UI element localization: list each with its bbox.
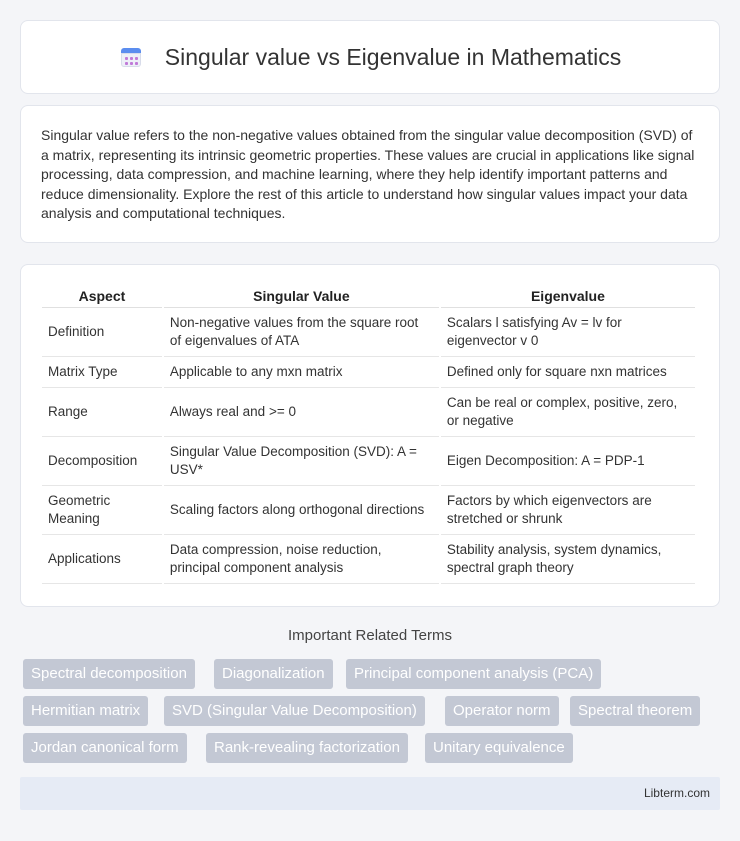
table-header-row <box>42 285 695 308</box>
tag-rank-revealing-factorization[interactable]: Rank-revealing factorization <box>206 733 408 763</box>
cell-singular-value: Always real and >= 0 <box>164 388 439 437</box>
cell-singular-value: Applicable to any mxn matrix <box>164 357 439 388</box>
tag-operator-norm[interactable]: Operator norm <box>445 696 559 726</box>
header-singular-value: Singular Value <box>164 285 439 308</box>
tag-spectral-theorem[interactable]: Spectral theorem <box>570 696 700 726</box>
cell-aspect: Decomposition <box>42 437 162 486</box>
title-card <box>20 20 720 94</box>
tag-hermitian-matrix[interactable]: Hermitian matrix <box>23 696 148 726</box>
table-row <box>42 308 695 357</box>
cell-aspect: Applications <box>42 535 162 584</box>
page-title: Singular value vs Eigenvalue in Mathematics <box>164 43 622 70</box>
footer-site-link[interactable]: Libterm.com <box>643 786 710 800</box>
cell-aspect: Definition <box>42 308 162 357</box>
footer <box>20 777 720 810</box>
table-row <box>42 486 695 535</box>
tag-pca[interactable]: Principal component analysis (PCA) <box>346 659 601 689</box>
intro-card <box>20 105 720 243</box>
tag-spectral-decomposition[interactable]: Spectral decomposition <box>23 659 195 689</box>
intro-paragraph: Singular value refers to the non-negative values obtained from the singular value decomposition (SVD) of a matrix, representing its intrinsic geometric properties. These values are crucial in applications like signal processing, data compression, and machine learning, where they help identify important patterns and reduce dimensionality. Explore the rest of this article to understand how singular values impact your data analysis and computational techniques. <box>41 127 695 221</box>
related-terms-title: Important Related Terms <box>288 627 452 644</box>
cell-eigenvalue: Defined only for square nxn matrices <box>441 357 695 388</box>
cell-eigenvalue: Can be real or complex, positive, zero, or negative <box>441 388 695 437</box>
comparison-table <box>40 285 697 584</box>
calendar-icon <box>119 45 143 69</box>
cell-eigenvalue: Scalars l satisfying Av = lv for eigenvector v 0 <box>441 308 695 357</box>
cell-aspect: Range <box>42 388 162 437</box>
tag-unitary-equivalence[interactable]: Unitary equivalence <box>425 733 573 763</box>
cell-aspect: Geometric Meaning <box>42 486 162 535</box>
comparison-table-card <box>20 264 720 607</box>
cell-singular-value: Scaling factors along orthogonal directions <box>164 486 439 535</box>
cell-eigenvalue: Stability analysis, system dynamics, spectral graph theory <box>441 535 695 584</box>
cell-aspect: Matrix Type <box>42 357 162 388</box>
cell-eigenvalue: Eigen Decomposition: A = PDP-1 <box>441 437 695 486</box>
cell-singular-value: Non-negative values from the square root of eigenvalues of ATA <box>164 308 439 357</box>
cell-eigenvalue: Factors by which eigenvectors are stretched or shrunk <box>441 486 695 535</box>
table-row <box>42 535 695 584</box>
table-row <box>42 357 695 388</box>
tag-svd[interactable]: SVD (Singular Value Decomposition) <box>164 696 425 726</box>
cell-singular-value: Data compression, noise reduction, principal component analysis <box>164 535 439 584</box>
header-eigenvalue: Eigenvalue <box>441 285 695 308</box>
tag-diagonalization[interactable]: Diagonalization <box>214 659 333 689</box>
table-row <box>42 388 695 437</box>
table-row <box>42 437 695 486</box>
tag-jordan-canonical-form[interactable]: Jordan canonical form <box>23 733 187 763</box>
header-aspect: Aspect <box>42 285 162 308</box>
cell-singular-value: Singular Value Decomposition (SVD): A = USV* <box>164 437 439 486</box>
